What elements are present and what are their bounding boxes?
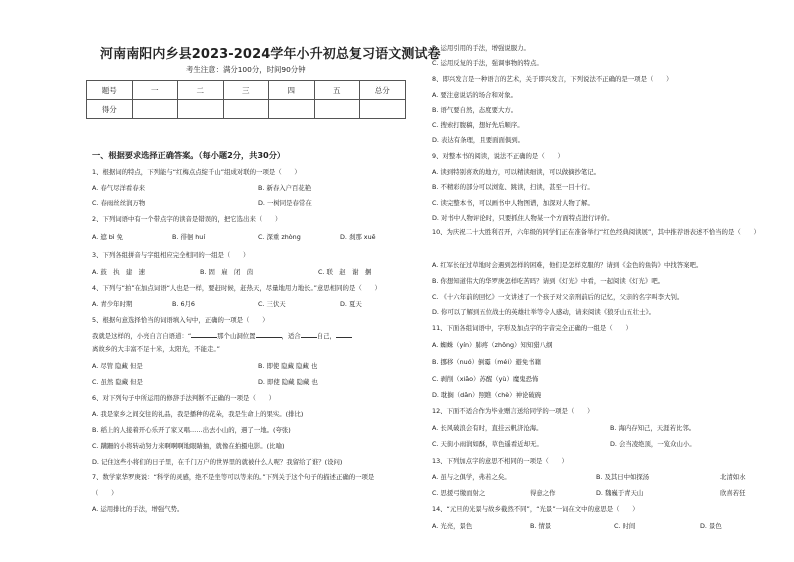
score-table-score-row (87, 100, 406, 119)
option-text: C. 搜索打腹稿，想好先后顺序。 (432, 121, 524, 129)
score-cell[interactable] (223, 100, 269, 119)
question-text: 10、为庆祝二十大胜利召开，六年级的同学们正在准备举行“红色经典阅读展”，其中推荐语表述不恰当的是（ ） (432, 228, 760, 236)
question-text: 离故乡的大丰富不足十米，太阳光，不能走。” (92, 345, 220, 353)
option-text: C. 三伏天 (258, 300, 286, 308)
score-header-cell: 题号 (87, 81, 133, 100)
option-text: B. 挪移（nuó）倒霉（méi）避免书籍 (432, 358, 542, 366)
exam-note: 考生注意：满分100分，时间90分钟 (186, 65, 306, 74)
score-table (86, 80, 406, 119)
option-text: A. 尽管 隐藏 但是 (92, 362, 143, 370)
option-text: A. 虽与之俱学，弗若之矣。 (432, 473, 511, 481)
question-text: 5、根据句意选择恰当的词语填入句中，正确的一项是（ ） (92, 316, 269, 324)
option-text: B. 情景 (530, 522, 552, 530)
option-text: C. 运用反复的手法，强调事物的特点。 (432, 59, 543, 67)
question-text: 2、下列词语中有一个带点字的读音是错误的，把它选出来（ ） (92, 215, 282, 223)
option-text: D. 表达有条理，且要面面俱到。 (432, 136, 525, 144)
option-text: C. 剥削（xiāo）苏醒（yù）魔鬼恐怖 (432, 375, 539, 383)
fill-text: ，适合 (281, 332, 301, 340)
option-text: C. 读完整本书，可以画书中人物图谱，加深对人物了解。 (432, 199, 594, 207)
option-text: C. 思援弓缴而射之 (432, 489, 486, 497)
option-text: A. 遮 bì 免 (92, 233, 123, 241)
question-text: 14、“元旦的光景与故乡截然不同”，“光景”一词在文中的意思是（ ） (432, 505, 639, 513)
option-text: 欣喜若狂 (720, 489, 746, 497)
option-text: C. 时间 (614, 522, 636, 530)
option-text: D. 记住这些小将们的日子里，在千门万户的世界里的就被什么人呢？我留给了谁？(设问) (92, 458, 343, 466)
question-text: 4、下列与“拍”在加点词语“人也是一样，要赶时候，赶热天，尽量地用力地长。”意思相同的是（ ） (92, 284, 381, 292)
score-cell[interactable] (178, 100, 224, 119)
score-header-cell: 一 (132, 81, 178, 100)
blank-line[interactable] (336, 331, 352, 338)
option-text: B. 新春入户百花艳 (258, 184, 312, 192)
blank-line[interactable] (301, 331, 317, 338)
question-text: 12、下面不适合作为毕业赠言送给同学的一项是（ ） (432, 407, 594, 415)
question-text (92, 331, 352, 340)
option-text: A. 春气尽洋看春来 (92, 184, 146, 192)
option-text: 北清如水 (720, 473, 746, 481)
question-text: 13、下列加点字的意思不相同的一项是（ ） (432, 457, 568, 465)
section-heading: 一、根据要求选择正确答案。（每小题2分，共30分） (92, 150, 286, 160)
option-text: C. 《十六年前的回忆》一文讲述了一个孩子对父亲刑前后的记忆，父亲的名字叫李大钊。 (432, 293, 684, 301)
page-title: 河南南阳内乡县2023-2024学年小升初总复习语文测试卷 (100, 47, 441, 62)
question-text: 7、数学家华罗庚说：“科学的灵感，绝不是坐等可以等来的。”下列关于这个句子的描述正确的一项是 (92, 473, 375, 481)
fill-text: 那个山洞位置 (217, 332, 256, 340)
score-row-label: 得分 (87, 100, 133, 119)
option-text: D. 魏巍于青天山 (596, 489, 644, 497)
option-text: C. 深重 zhòng (258, 233, 301, 241)
option-text: D. 一树同是春常在 (258, 199, 312, 207)
option-text: A. 运用排比的手法，增强气势。 (92, 505, 184, 513)
score-cell[interactable] (314, 100, 360, 119)
option-text: A. 青少年时期 (92, 300, 133, 308)
option-text: A. 长风破浪会有时，直挂云帆济沧海。 (432, 424, 543, 432)
option-text: A. 蜘蛛（yín）肺疼（zhōng）知知猎八纲 (432, 341, 553, 349)
score-cell[interactable] (269, 100, 315, 119)
option-text: B. 你想知道伟大的华罗庚怎样吃苦吗？请到《灯光》中看，一起阅读《灯光》吧。 (432, 277, 665, 285)
option-text: B. 稻上的人接着开心乐开了家又唱……出去小山的，遇了一地。(夸张) (92, 426, 291, 434)
option-text: A. 光亮，景色 (432, 522, 473, 530)
blank-line[interactable] (191, 331, 217, 338)
score-cell[interactable] (360, 100, 406, 119)
score-table-header-row (87, 81, 406, 100)
question-text: 11、下面各组词语中，字形及加点字的字音完全正确的一组是（ ） (432, 324, 632, 332)
option-text: B. 运用引用的手法，增强说服力。 (432, 44, 530, 52)
option-text: C. 天街小雨润如酥，草色遥看近却无。 (432, 440, 543, 448)
option-text: A. 红军长征过草地时会遇到怎样的困难，他们是怎样克服的？请到《金色的鱼钩》中找答案吧。 (432, 261, 703, 269)
option-text: A. 鼓 执 建 速 (92, 268, 146, 276)
question-text: （ ） (92, 489, 118, 497)
score-header-cell: 四 (269, 81, 315, 100)
question-text: 3、下列各组拼音与字组相应完全相同的一组是（ ） (92, 251, 250, 259)
score-header-cell: 五 (314, 81, 360, 100)
option-text: D. 夏天 (340, 300, 362, 308)
question-text: 8、即兴发言是一种语言的艺术，关于即兴发言，下列说法不正确的是一项是（ ） (432, 75, 673, 83)
option-text: C. 虽然 隐藏 但是 (92, 378, 143, 386)
option-text: B. 及其日中如探汤 (596, 473, 650, 481)
option-text: B. 固 雇 闭 茵 (200, 268, 254, 276)
option-text: D. 耽搁（dān）照瞧（chè）神论破碗 (432, 391, 542, 399)
option-text: D. 即使 隐藏 隐藏 也 (258, 378, 318, 386)
score-header-cell: 总分 (360, 81, 406, 100)
option-text: B. 即使 隐藏 隐藏 也 (258, 362, 318, 370)
question-text: 1、根据词的特点，下列能与“红梅点点绽千山”组成对联的一项是（ ） (92, 168, 301, 176)
option-text: A. 要注意说话的场合和对象。 (432, 91, 518, 99)
option-text: B. 不精彩的部分可以浏览、跳读，扫读，甚至一目十行。 (432, 183, 594, 191)
fill-text: 自己， (316, 332, 336, 340)
score-header-cell: 二 (178, 81, 224, 100)
score-header-cell: 三 (223, 81, 269, 100)
option-text: B. 海内存知己，天涯若比邻。 (610, 424, 696, 432)
option-text: D. 对书中人物评论时，只要抓住人物某一个方面特点进行评价。 (432, 214, 614, 222)
option-text: C. 春雨丝丝润万物 (92, 199, 146, 207)
option-text: C. 蹒跚的小将转动努力来啊啊啊地眼睛抽，就像在拍摄电影。(比喻) (92, 442, 285, 450)
option-text: A. 读到特别喜欢的地方，可以精读细读，可以做摘抄笔记。 (432, 168, 601, 176)
option-text: A. 我是家乡之间交往的礼品，我是播种的花朵，我是生命上的果实。(排比) (92, 410, 304, 418)
option-text: D. 会当凌绝顶，一览众山小。 (610, 440, 696, 448)
score-cell[interactable] (132, 100, 178, 119)
blank-line[interactable] (256, 331, 282, 338)
question-text: 6、对下列句子中所运用的修辞手法判断不正确的一项是（ ） (92, 394, 276, 402)
option-text: D. 你可以了解到五位战士的英雄壮举等令人感动，请来阅读《狼牙山五壮士》。 (432, 308, 656, 316)
option-text: B. 6月6 (172, 300, 195, 308)
fill-text: 我就是这样的，小亮自言自语道：“ (92, 332, 192, 340)
option-text: B. 徘徊 huí (172, 233, 206, 241)
option-text: B. 语气要自然，态度要大方。 (432, 106, 518, 114)
option-text: 得意之作 (530, 489, 556, 497)
option-text: D. 景色 (700, 522, 722, 530)
option-text: C. 联 赵 谢 捆 (318, 268, 372, 276)
question-text: 9、对整本书的阅读，说法不正确的是（ ） (432, 152, 564, 160)
option-text: D. 刹那 xuē (340, 233, 376, 241)
